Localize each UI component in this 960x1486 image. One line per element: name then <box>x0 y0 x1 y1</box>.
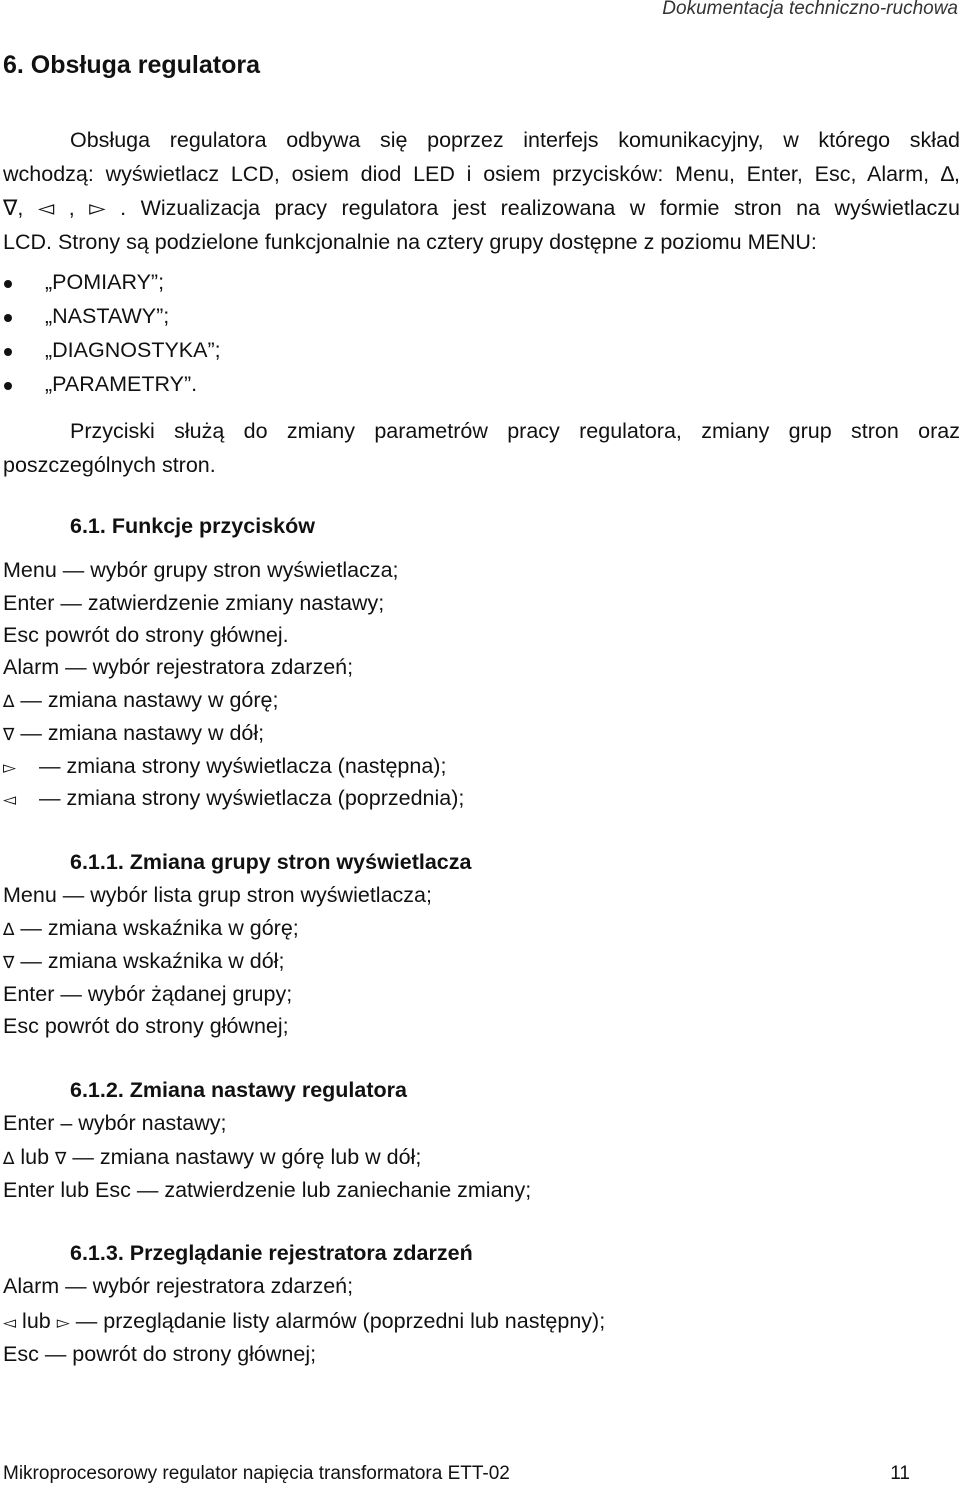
up-down-line: ∆ lub ∇ — zmiana nastawy w górę lub w dół; <box>3 1145 422 1169</box>
up-line: ∆ — zmiana nastawy w górę; <box>3 688 279 712</box>
triangle-up-icon: ∆ <box>3 920 15 940</box>
intro-line-4: LCD. Strony są podzielone funkcjonalnie na cztery grupy dostępne z poziomu MENU: <box>3 230 817 254</box>
esc-line: Esc — powrót do strony głównej; <box>3 1342 317 1366</box>
running-header: Dokumentacja techniczno-ruchowa <box>662 0 958 19</box>
alarm-line: Alarm — wybór rejestratora zdarzeń; <box>3 655 354 679</box>
section-title: 6. Obsługa regulatora <box>3 51 261 79</box>
esc-line: Esc powrót do strony głównej. <box>3 623 289 647</box>
group-label: „POMIARY”; <box>45 270 165 294</box>
intro-line-3-text: Wizualizacja pracy regulatora jest realizowana w formie stron na wyświetlaczu <box>140 196 960 220</box>
group-label: „PARAMETRY”. <box>45 372 198 396</box>
intro-line-2: wchodzą: wyświetlacz LCD, osiem diod LED i osiem przycisków: Menu, Enter, Esc, Alarm, ∆, <box>3 162 960 186</box>
buttons-line-2: poszczególnych stron. <box>3 453 216 477</box>
enter-line: Enter — wybór żądanej grupy; <box>3 982 293 1006</box>
alarm-line: Alarm — wybór rejestratora zdarzeń; <box>3 1274 354 1298</box>
browse-line: ◅ lub ▻ — przeglądanie listy alarmów (poprzedni lub następny); <box>3 1309 606 1333</box>
bullet-dot <box>4 382 12 390</box>
esc-line: Esc powrót do strony głównej; <box>3 1014 289 1038</box>
enter-line: Enter — zatwierdzenie zmiany nastawy; <box>3 591 385 615</box>
triangle-up-icon: ∆ <box>3 1149 15 1169</box>
enter-line: Enter – wybór nastawy; <box>3 1111 227 1135</box>
list-item <box>45 304 169 329</box>
footer-title: Mikroprocesorowy regulator napięcia transformatora ETT-02 <box>3 1463 510 1484</box>
triangle-down-icon: ∇ <box>3 953 15 973</box>
subsection-title: 6.1.3. Przeglądanie rejestratora zdarzeń <box>70 1241 473 1265</box>
triangle-left-icon: ◅ <box>3 1313 17 1333</box>
triangle-down-icon: ∇ <box>3 725 15 745</box>
list-item <box>45 270 164 295</box>
list-item <box>45 372 197 397</box>
bullet-dot <box>4 314 12 322</box>
confirm-line: Enter lub Esc — zatwierdzenie lub zaniechanie zmiany; <box>3 1178 532 1202</box>
triangle-down-icon: ∇ <box>55 1149 67 1169</box>
intro-line-1: Obsługa regulatora odbywa się poprzez interfejs komunikacyjny, w którego skład <box>70 128 960 152</box>
triangle-left-icon: ◅ <box>3 790 17 810</box>
bullet-dot <box>4 280 12 288</box>
next-line: ▻ — zmiana strony wyświetlacza (następna); <box>3 754 447 778</box>
down-line: ∇ — zmiana wskaźnika w dół; <box>3 949 285 973</box>
intro-line-3 <box>3 191 960 225</box>
subsection-title: 6.1. Funkcje przycisków <box>70 514 315 538</box>
prev-line: ◅ — zmiana strony wyświetlacza (poprzednia); <box>3 786 465 810</box>
menu-line: Menu — wybór lista grup stron wyświetlacza; <box>3 883 432 907</box>
triangle-right-icon: ▻ <box>3 758 17 778</box>
menu-line: Menu — wybór grupy stron wyświetlacza; <box>3 558 399 582</box>
down-line: ∇ — zmiana nastawy w dół; <box>3 721 265 745</box>
group-label: „DIAGNOSTYKA”; <box>45 338 221 362</box>
triangle-up-icon: ∆ <box>3 692 15 712</box>
triangle-right-icon: ▻ <box>56 1313 70 1333</box>
page-number: 11 <box>890 1463 910 1484</box>
buttons-line-1: Przyciski służą do zmiany parametrów pracy regulatora, zmiany grup stron oraz <box>70 419 960 443</box>
bullet-dot <box>4 348 12 356</box>
list-item <box>45 338 221 363</box>
group-label: „NASTAWY”; <box>45 304 170 328</box>
subsection-title: 6.1.1. Zmiana grupy stron wyświetlacza <box>70 850 472 874</box>
subsection-title: 6.1.2. Zmiana nastawy regulatora <box>70 1078 407 1102</box>
up-line: ∆ — zmiana wskaźnika w górę; <box>3 916 299 940</box>
intro-symbols: ∇, ◅ , ▻ . <box>3 196 141 220</box>
